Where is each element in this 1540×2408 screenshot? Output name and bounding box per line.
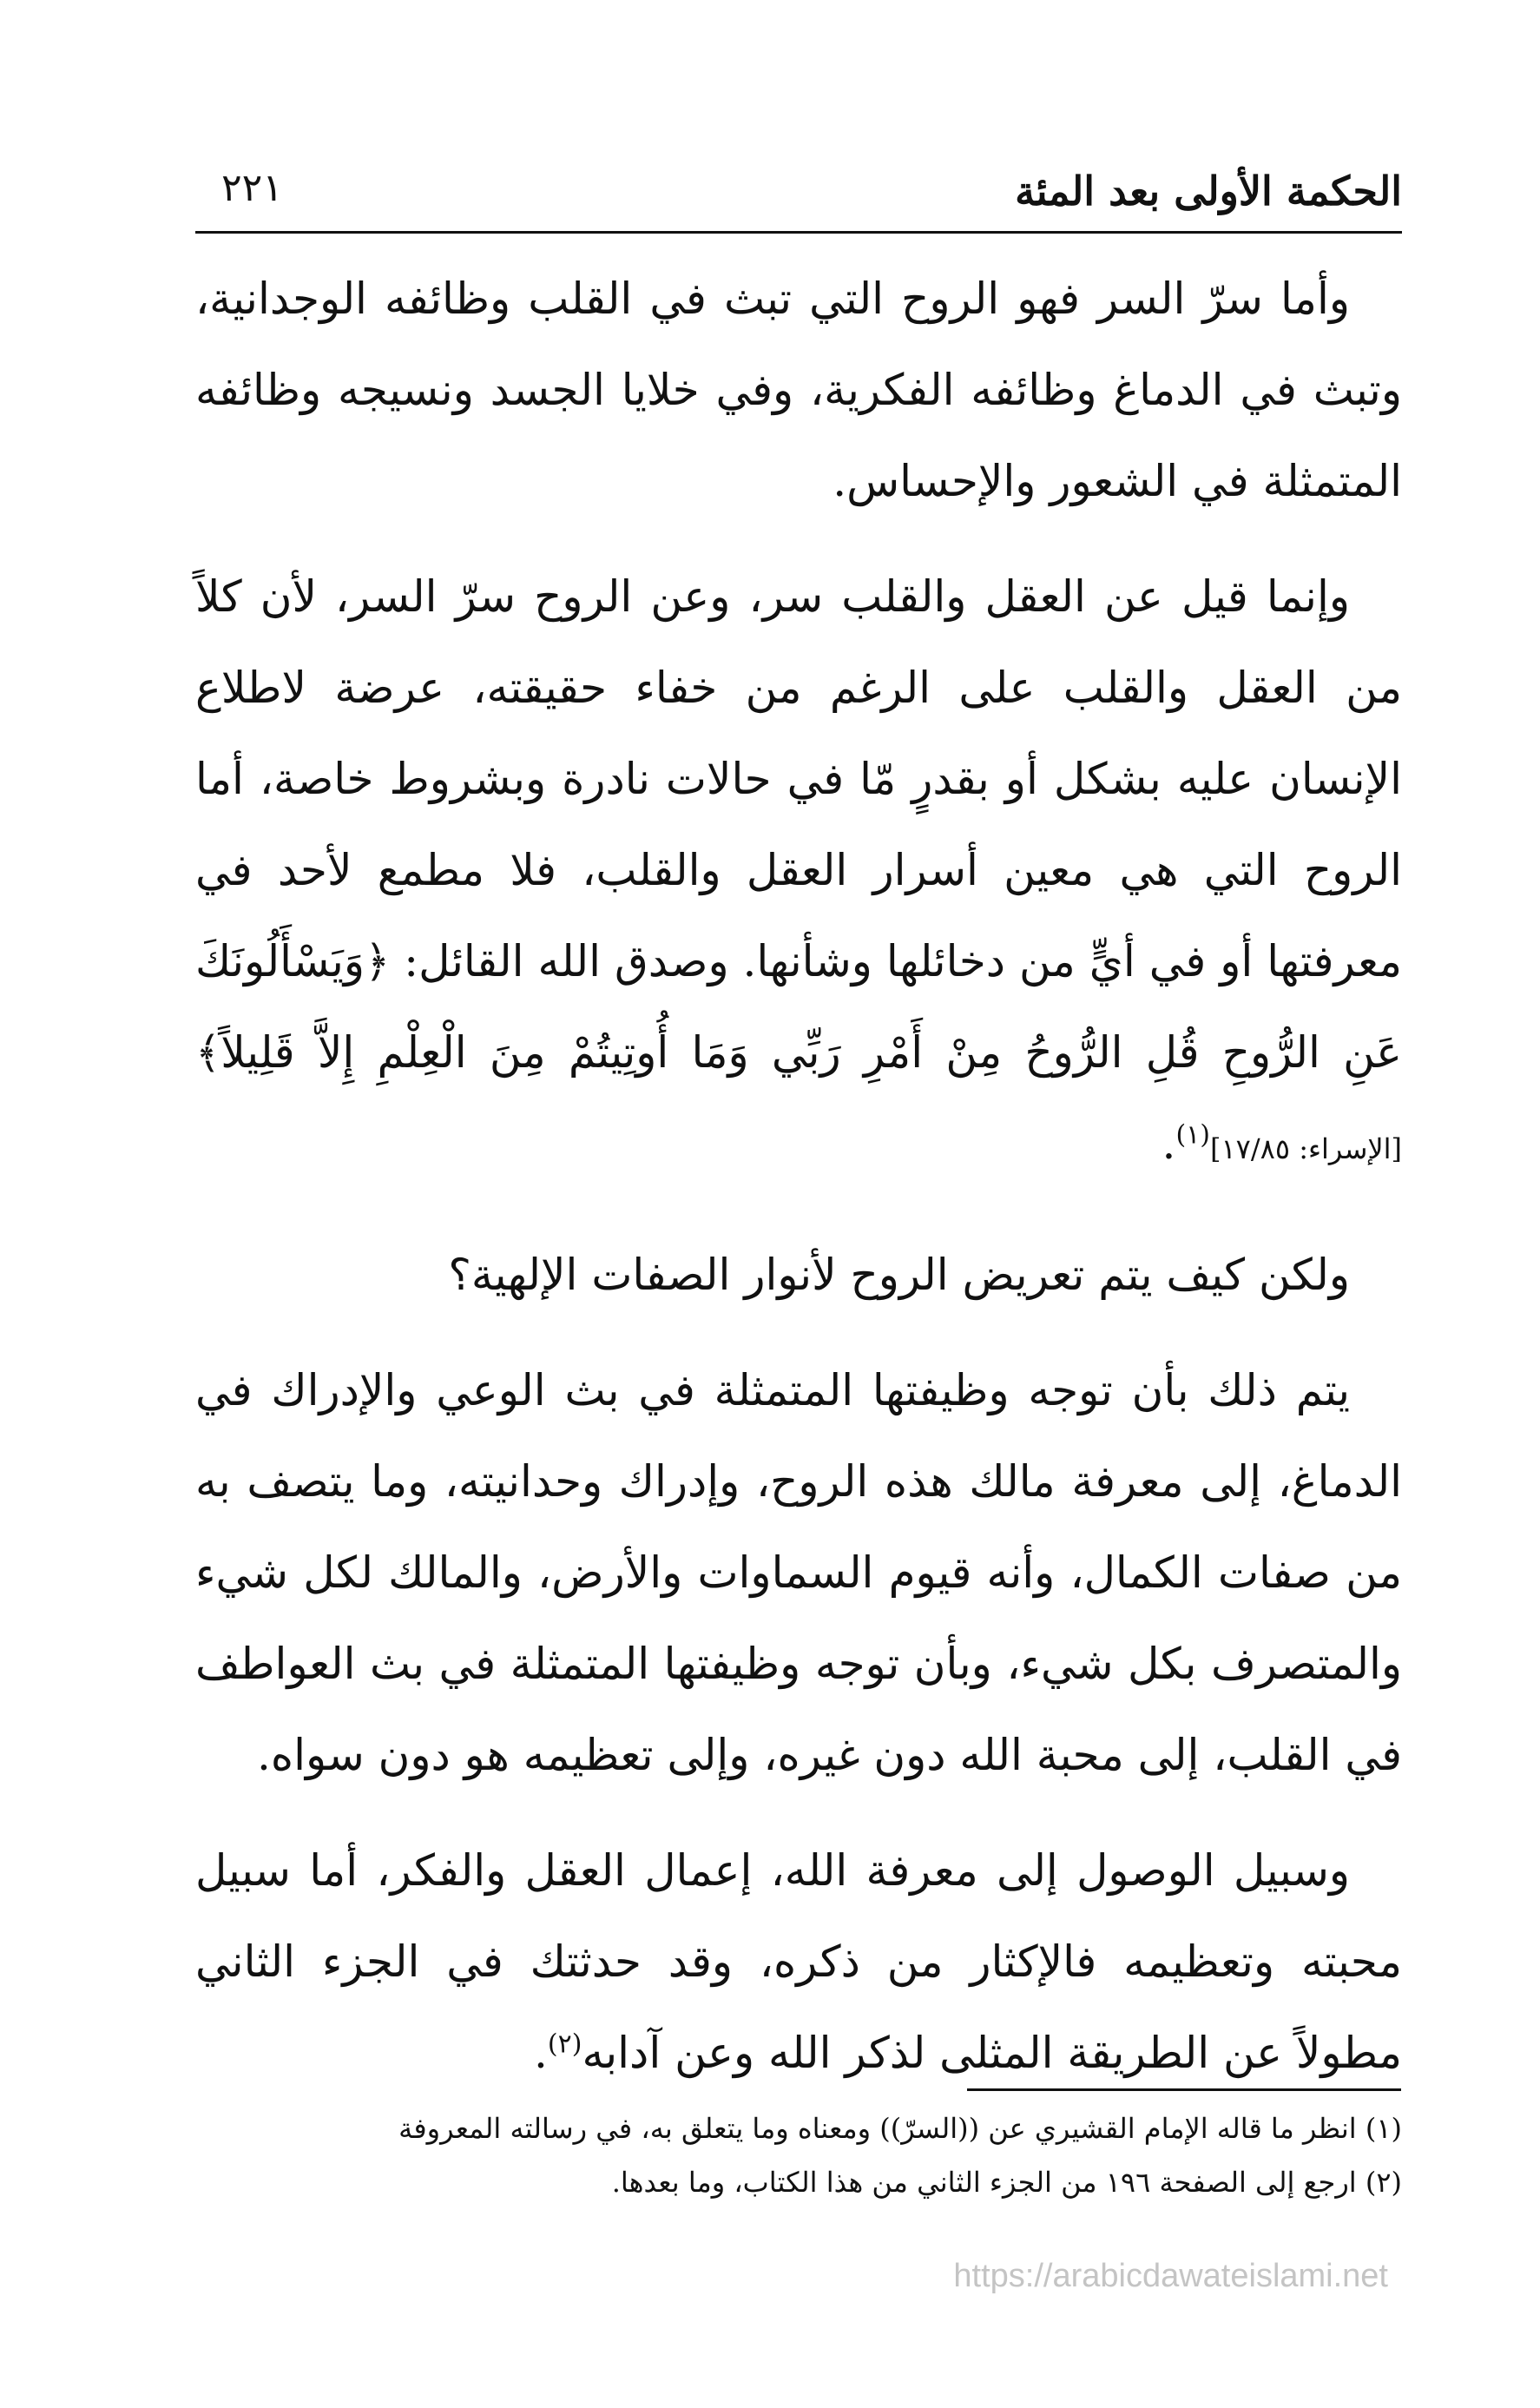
quran-reference: [الإسراء: ١٧/٨٥] [1210, 1132, 1402, 1165]
paragraph-3: ولكن كيف يتم تعريض الروح لأنوار الصفات الإلهية؟ [448, 1250, 1350, 1300]
paragraph-5: وسبيل الوصول إلى معرفة الله، إعمال العقل والفكر، أما سبيل محبته وتعظيمه فالإكثار من ذكره، وقد حدثتك في الجزء الثاني مطولاً عن الطريقة المثلى لذكر الله وعن آدابه$^{(٢)}$. [195, 1845, 1402, 2078]
paragraph-4: يتم ذلك بأن توجه وظيفتها المتمثلة في بث الوعي والإدراك في الدماغ، إلى معرفة مالك هذه الروح، وإدراك وحدانيته، وما يتصف به من صفات الكمال، وأنه قيوم السماوات والأرض، والمالك لكل شيء والمتصرف بكل شيء، وبأن توجه وظيفتها المتمثلة في بث العواطف في القلب، إلى محبة الله دون غيره، وإلى تعظيمه هو دون سواه. [195, 1365, 1402, 1780]
footnote-divider [967, 2088, 1401, 2091]
paragraph-2: وإنما قيل عن العقل والقلب سر، وعن الروح سرّ السر، لأن كلاً من العقل والقلب على الرغم من خفاء حقيقته، عرضة لاطلاع الإنسان عليه بشكل أو بقدرٍ مّا في حالات نادرة وبشروط خاصة، أما الروح التي هي معين أسرار العقل والقلب، فلا مطمع لأحد في معرفتها أو في أيٍّ من دخائلها وشأنها. وصدق الله القائل: ﴿وَيَسْأَلُونَكَ عَنِ الرُّوحِ قُلِ الرُّوحُ مِنْ أَمْرِ رَبِّي وَمَا أُوتِيتُمْ مِنَ الْعِلْمِ إِلاَّ قَلِيلاً﴾ [الإسراء: ١٧/٨٥]$^{(١)}$. [195, 571, 1402, 1169]
paragraph-1: وأما سرّ السر فهو الروح التي تبث في القلب وظائفه الوجدانية، وتبث في الدماغ وظائفه الفكرية، وفي خلايا الجسد ونسيجه وظائفه المتمثلة في الشعور والإحساس. [195, 274, 1402, 506]
footnotes [195, 2101, 1402, 2209]
running-header [195, 161, 1402, 230]
footnote-mark-2: (٢) [547, 2029, 582, 2060]
footnote-1: (١) انظر ما قاله الإمام القشيري عن ((السرّ)) ومعناه وما يتعلق به، في رسالته المعروفة [398, 2112, 1402, 2145]
footnote-2: (٢) ارجع إلى الصفحة ١٩٦ من الجزء الثاني من هذا الكتاب، وما بعدها. [611, 2166, 1402, 2199]
main-text [195, 254, 1402, 2123]
quran-verse: ﴿وَيَسْأَلُونَكَ عَنِ الرُّوحِ قُلِ الرُّوحُ مِنْ أَمْرِ رَبِّي وَمَا أُوتِيتُمْ مِنَ الْعِلْمِ إِلاَّ قَلِيلاً﴾ [195, 936, 1402, 1078]
page-number: ٢٢١ [221, 166, 283, 210]
watermark-url: https://arabicdawateislami.net [953, 2258, 1388, 2294]
header-divider [195, 231, 1402, 234]
chapter-title: الحكمة الأولى بعد المئة [1015, 168, 1402, 214]
footnote-mark-1: (١) [1175, 1119, 1210, 1151]
